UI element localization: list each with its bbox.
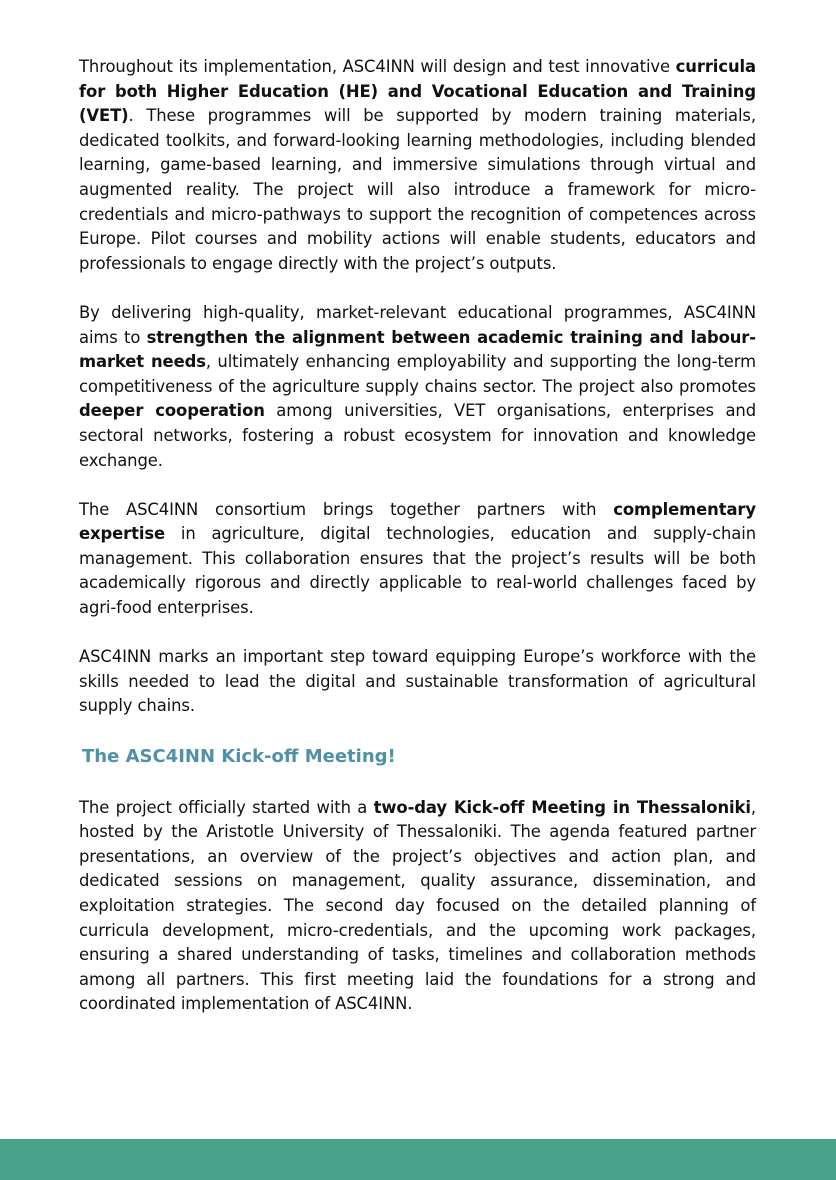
- text: ASC4INN marks an important step toward equipping Europe’s workforce with the skills needed to lead the digital and sustainable transformation of agricultural supply chains.: [79, 647, 756, 716]
- text: The ASC4INN consortium brings together partners with: [79, 499, 614, 519]
- paragraph-alignment: [79, 301, 756, 473]
- bold-text: curricula for both Higher Education (HE) and Vocational Education and Training (VET): [79, 57, 756, 126]
- paragraph-consortium: [79, 498, 756, 621]
- text: in agriculture, digital technologies, education and supply-chain management. This collaboration ensures that the project’s results will be both academically rigorous and directly applicable to real-world challenges faced by agri-food enterprises.: [79, 524, 756, 618]
- paragraph-kickoff: [79, 796, 756, 1017]
- document-body: [79, 55, 756, 1042]
- paragraph-workforce: [79, 645, 756, 719]
- text: . These programmes will be supported by modern training materials, dedicated toolkits, and forward-looking learning methodologies, including blended learning, game-based learning, and immersive simulations through virtual and augmented reality. The project will also introduce a framework for micro-credentials and micro-pathways to support the recognition of competences across Europe. Pilot courses and mobility actions will enable students, educators and professionals to engage directly with the project’s outputs.: [79, 106, 756, 273]
- bold-text: strengthen the alignment between academic training and labour-market needs: [79, 327, 756, 372]
- text: By delivering high-quality, market-relevant educational programmes, ASC4INN aims to: [79, 302, 756, 347]
- text: The project officially started with a: [79, 797, 374, 817]
- bold-text: two-day Kick-off Meeting in Thessaloniki: [373, 797, 751, 817]
- text: , hosted by the Aristotle University of Thessaloniki. The agenda featured partner presentations, an overview of the project’s objectives and action plan, and dedicated sessions on management, quality assurance, dissemination, and exploitation strategies. The second day focused on the detailed planning of curricula development, micro-credentials, and the upcoming work packages, ensuring a shared understanding of tasks, timelines and collaboration methods among all partners. This first meeting laid the foundations for a strong and coordinated implementation of ASC4INN.: [79, 797, 756, 1014]
- bold-text: complementary expertise: [79, 499, 756, 544]
- text: , ultimately enhancing employability and supporting the long-term competitiveness of the agriculture supply chains sector. The project also promotes: [79, 352, 756, 396]
- paragraph-curricula: [79, 55, 756, 276]
- section-heading: The ASC4INN Kick-off Meeting!: [82, 745, 396, 767]
- text: among universities, VET organisations, enterprises and sectoral networks, fostering a robust ecosystem for innovation and knowledge exchange.: [79, 401, 756, 470]
- bold-text: deeper cooperation: [79, 401, 265, 421]
- text: Throughout its implementation, ASC4INN will design and test innovative: [79, 57, 676, 76]
- footer-band: [0, 1139, 836, 1180]
